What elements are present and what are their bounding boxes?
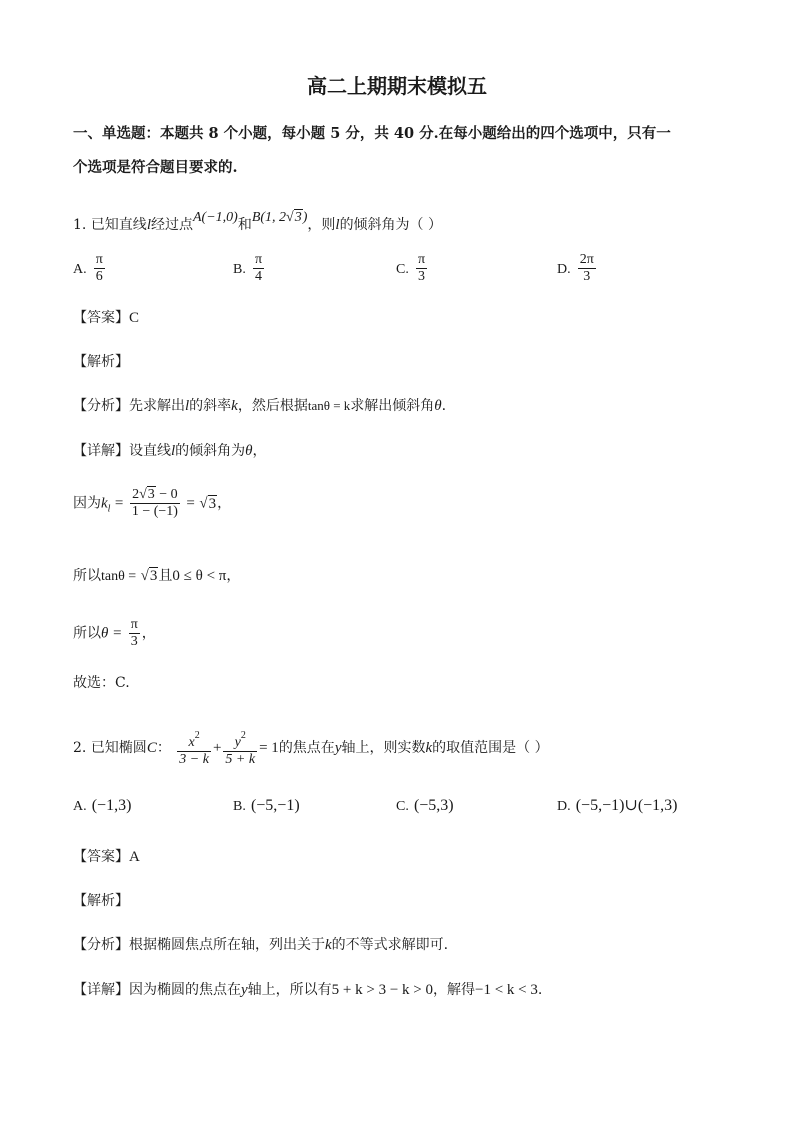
q1-line-l-2: l: [335, 217, 340, 233]
q2-analysis-tag: 【解析】: [73, 893, 129, 909]
q1-point-a: A(−1,0): [192, 210, 238, 225]
q1-option-c-den: 3: [416, 268, 427, 285]
q1-fenxi-a: 先求解出: [129, 398, 185, 414]
q1-xj2-res-eq: =: [186, 495, 195, 512]
q1-conclusion: 故选：C.: [73, 675, 130, 691]
q1-xiangjie-tag: 【详解】: [73, 443, 129, 459]
q2-text-1: 已知椭圆: [90, 740, 147, 756]
q2-xj-b: 轴上，所以有: [247, 982, 332, 998]
q1-text-2: 经过点: [150, 217, 193, 233]
q2-option-b-label: B.: [233, 799, 246, 814]
q1-fenxi-d: 求解出倾斜角: [350, 398, 435, 414]
q1-xj2-frac-den: 1 − (−1): [131, 504, 178, 519]
q2-xj-end: .: [537, 982, 543, 998]
q1-line-l: l: [146, 217, 151, 233]
q1-xj2-frac: [130, 487, 180, 520]
q1-xj2-res-rad: 3: [208, 495, 217, 512]
q2-fenxi-a: 根据椭圆焦点所在轴，列出关于: [129, 937, 325, 953]
q2-y: y: [334, 740, 342, 756]
q1-xiangjie-2: [73, 487, 231, 520]
q2-f1-num: x: [188, 735, 195, 750]
q1-fenxi-l: l: [185, 398, 190, 414]
q2-fenxi-tag: 【分析】: [73, 937, 129, 953]
section-heading-line1: 一、单选题：本题共 8 个小题，每小题 5 分，共 40 分.在每小题给出的四个选项中，只有一: [73, 125, 671, 142]
q1-xiangjie-1: [73, 441, 267, 461]
q2-number: 2.: [73, 740, 87, 756]
q1-xj2-frac-num: 2√3 − 0: [132, 487, 178, 502]
q1-answer-tag: 【答案】: [73, 310, 129, 326]
q1-xj1-theta: θ: [245, 443, 253, 459]
q1-fenxi-tan: tanθ = k: [307, 398, 351, 413]
q1-text-1: 已知直线: [90, 217, 147, 233]
q1-option-b-label: B.: [233, 262, 246, 277]
q1-option-c-num: π: [417, 252, 426, 267]
q1-analysis-tag: 【解析】: [73, 354, 129, 370]
q1-option-b-den: 4: [253, 268, 264, 285]
q1-option-d-den: 3: [578, 268, 596, 285]
q2-option-d-value: (−5,−1)∪(−1,3): [575, 797, 678, 814]
q2-eq1: = 1: [259, 740, 279, 756]
q1-point-b-pre: B(1, 2: [251, 210, 287, 225]
q1-xj2-num-rad: 3: [147, 487, 155, 502]
q2-option-c-label: C.: [396, 799, 409, 814]
q1-xj3-rad-wrap: √3: [140, 568, 158, 584]
q1-answer: [73, 308, 139, 328]
q2-answer-value: A: [129, 849, 140, 865]
q1-fenxi-b: 的斜率: [189, 398, 232, 414]
q1-xj2-a: 因为: [73, 495, 101, 512]
q1-xj4-theta: θ =: [101, 625, 123, 642]
q2-fenxi: [73, 935, 448, 955]
q1-xiangjie-4: [73, 617, 156, 650]
q1-fenxi-c: ，然后根据: [237, 398, 308, 414]
q2-ellipse-c: C: [146, 740, 157, 756]
q1-fenxi-tag: 【分析】: [73, 398, 129, 414]
q1-stem: [73, 208, 442, 235]
q1-xj4-num: π: [130, 617, 138, 632]
q2-xj-ineq1: 5 + k > 3 − k > 0: [331, 982, 434, 998]
q1-text-5: 的倾斜角为（ ）: [339, 217, 443, 233]
q1-xj2-res: √3: [199, 495, 217, 512]
q1-xj2-end: ，: [217, 495, 232, 512]
q1-xj4-den: 3: [129, 633, 140, 650]
q2-option-a[interactable]: [73, 795, 131, 815]
q1-xj2-k: k: [101, 495, 108, 512]
q1-answer-value: C: [129, 310, 140, 326]
q2-option-a-value: (−1,3): [91, 797, 132, 814]
q2-text-4: 的取值范围是（ ）: [432, 740, 549, 756]
q2-option-d-label: D.: [557, 799, 571, 814]
q1-xj1-end: ，: [252, 443, 267, 459]
q1-xj4-a: 所以: [73, 625, 101, 642]
q1-number: 1.: [73, 217, 87, 233]
q1-xj3-end: ，: [226, 568, 241, 584]
q2-stem: [73, 728, 549, 768]
q2-f1-sup: 2: [194, 730, 200, 741]
q1-xj2-num-post: − 0: [155, 487, 178, 502]
q1-option-d-num: 2π: [579, 252, 594, 267]
q2-f2-den: 5 + k: [225, 752, 256, 767]
q1-xj1-l: l: [171, 443, 176, 459]
q2-xiangjie-tag: 【详解】: [73, 982, 129, 998]
q1-option-d-label: D.: [557, 262, 571, 277]
q2-option-a-label: A.: [73, 799, 87, 814]
q1-xj2-eq: =: [114, 495, 124, 512]
q2-xj-y: y: [241, 982, 248, 998]
q1-option-a-label: A.: [73, 262, 87, 277]
q1-option-b[interactable]: [233, 252, 266, 285]
q2-f2-num: y: [234, 735, 241, 750]
q2-xj-c: ，解得: [433, 982, 476, 998]
q1-xj1-b: 的倾斜角为: [175, 443, 246, 459]
q1-option-d[interactable]: [557, 252, 598, 285]
q2-f1-den: 3 − k: [179, 752, 209, 767]
q2-text-3: 轴上，则实数: [341, 740, 426, 756]
q2-answer-tag: 【答案】: [73, 849, 129, 865]
q2-k: k: [425, 740, 433, 756]
q1-xj4-end: ，: [141, 625, 156, 642]
q1-fenxi-theta: θ: [434, 398, 442, 414]
q2-xiangjie: [73, 980, 542, 1000]
section-heading-line2: 个选项是符合题目要求的.: [73, 159, 238, 176]
q2-xj-ineq2: −1 < k < 3: [475, 982, 538, 998]
q1-point-b-rad: 3: [294, 210, 302, 225]
q2-answer: [73, 847, 140, 867]
q2-f2-sup: 2: [240, 730, 246, 741]
q1-fenxi: [73, 396, 446, 416]
q2-option-d[interactable]: [557, 795, 678, 815]
q1-fenxi-end: .: [441, 398, 447, 414]
q2-frac-y: [223, 728, 257, 768]
q1-option-a[interactable]: [73, 252, 107, 285]
q1-option-a-num: π: [95, 252, 103, 267]
q2-option-c[interactable]: [396, 795, 454, 815]
document-title: 高二上期期末模拟五: [307, 74, 487, 98]
q1-xj3-b: 且: [158, 568, 173, 584]
q1-point-b: B(1, 2√3): [251, 210, 308, 225]
q2-fenxi-b: 的不等式求解即可.: [331, 937, 449, 953]
q2-frac-x: [177, 728, 211, 768]
q2-text-2: 的焦点在: [278, 740, 335, 756]
q1-fenxi-k: k: [231, 398, 238, 414]
q1-text-3: 和: [237, 217, 252, 233]
q2-option-c-value: (−5,3): [413, 797, 454, 814]
q2-plus: +: [212, 740, 222, 756]
q1-xj2-num-pre: 2: [132, 487, 140, 502]
q2-colon: ：: [156, 740, 171, 756]
q1-xj3-ineq: 0 ≤ θ < π: [172, 568, 227, 584]
q2-option-b-value: (−5,−1): [250, 797, 300, 814]
q1-option-b-num: π: [254, 252, 263, 267]
q2-fenxi-k: k: [325, 937, 332, 953]
q1-xj3-a: 所以: [73, 568, 101, 584]
q1-xj3-rad: 3: [149, 568, 158, 584]
q1-xj3-tan: tanθ =: [101, 569, 137, 584]
q1-xiangjie-3: [73, 566, 240, 587]
q1-text-4: ，则: [307, 217, 336, 233]
q2-xj-a: 因为椭圆的焦点在: [129, 982, 241, 998]
q1-option-c-label: C.: [396, 262, 409, 277]
q1-xj1-a: 设直线: [129, 443, 171, 459]
q1-xj2-sub: l: [107, 503, 111, 515]
q1-option-a-den: 6: [94, 268, 105, 285]
q1-point-b-post: ): [302, 210, 308, 225]
q1-option-c[interactable]: [396, 252, 429, 285]
q2-option-b[interactable]: [233, 795, 300, 815]
